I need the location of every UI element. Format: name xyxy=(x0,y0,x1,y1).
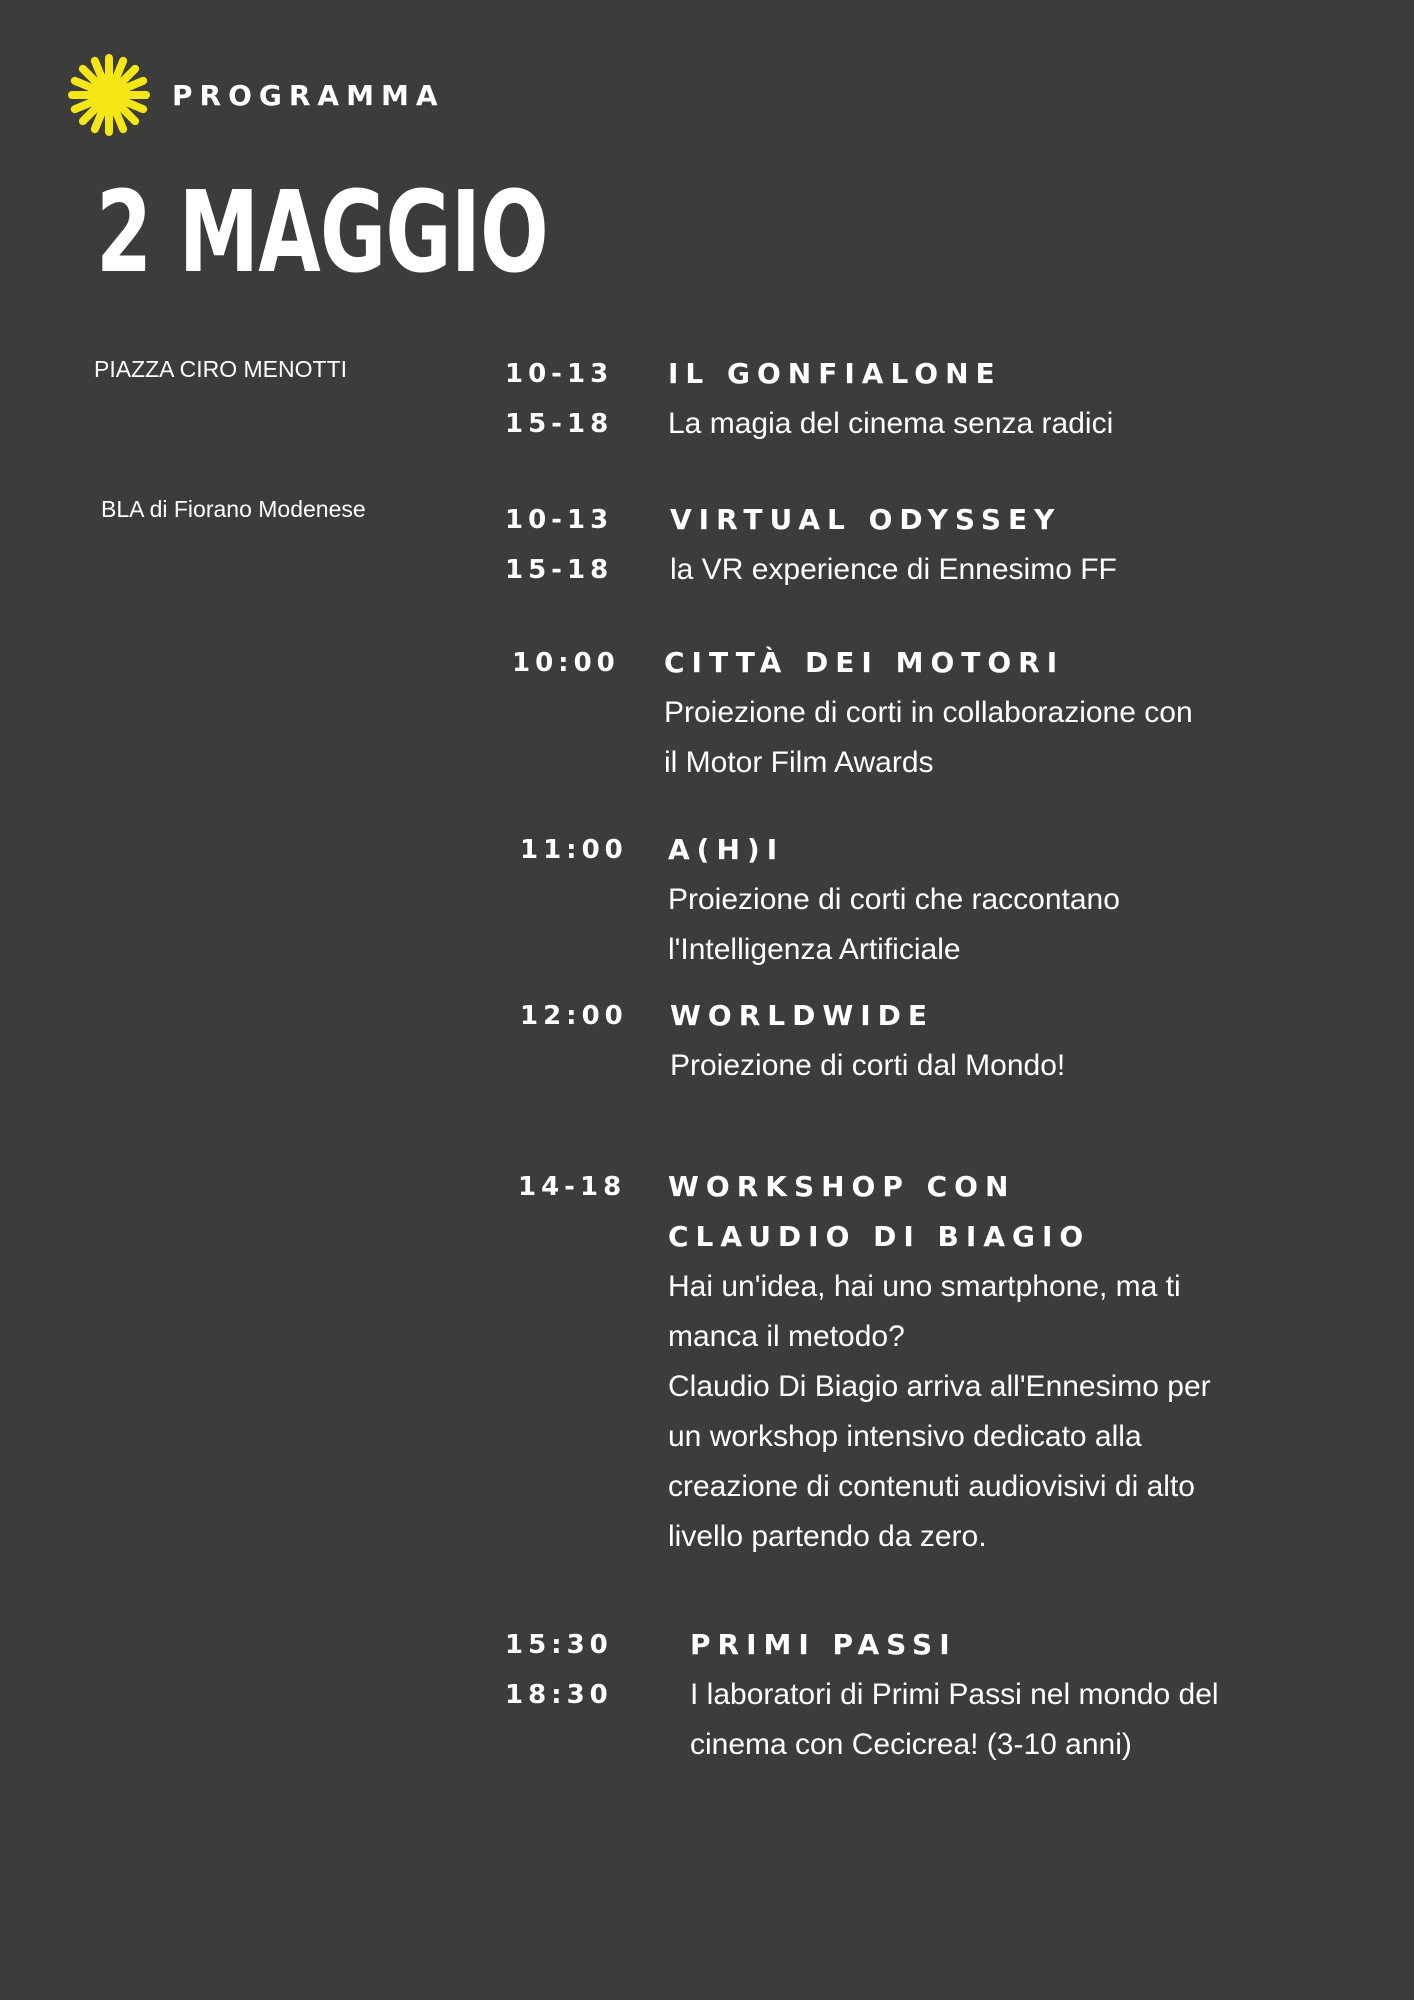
event-title: WORLDWIDE xyxy=(670,999,935,1032)
page-title: 2 MAGGIO xyxy=(96,168,549,298)
event-time: 10-13 xyxy=(505,359,614,389)
event-content xyxy=(668,825,1120,975)
program-header xyxy=(68,54,445,136)
event-times xyxy=(505,495,613,595)
event-description: Proiezione di corti in collaborazione con il Motor Film Awards xyxy=(664,696,1193,779)
venue-piazza-ciro-menotti: PIAZZA CIRO MENOTTI xyxy=(94,356,348,382)
event-title: CITTÀ DEI MOTORI xyxy=(664,646,1065,679)
event-title: A(H)I xyxy=(668,833,785,866)
event-times xyxy=(512,638,620,688)
event-title: CLAUDIO DI BIAGIO xyxy=(668,1220,1091,1253)
event-content xyxy=(668,349,1113,449)
event-time: 15-18 xyxy=(505,555,614,585)
event-description: Proiezione di corti che raccontano l'Intelligenza Artificiale xyxy=(668,883,1120,966)
event-description: Hai un'idea, hai uno smartphone, ma ti manca il metodo? Claudio Di Biagio arriva all'Ennesimo per un workshop intensivo dedicato alla creazione di contenuti audiovisivi di alto livello partendo da zero. xyxy=(668,1270,1211,1553)
event-description: Proiezione di corti dal Mondo! xyxy=(670,1049,1066,1082)
event-times xyxy=(505,1620,613,1720)
event-time: 15:30 xyxy=(505,1630,613,1660)
event-description: la VR experience di Ennesimo FF xyxy=(670,553,1117,586)
event-time: 11:00 xyxy=(520,835,628,865)
program-label: PROGRAMMA xyxy=(172,78,445,112)
event-times xyxy=(520,991,628,1041)
event-time: 10:00 xyxy=(512,648,620,678)
event-title: PRIMI PASSI xyxy=(690,1628,957,1661)
sun-icon xyxy=(68,54,150,136)
event-times xyxy=(505,349,613,449)
event-time: 12:00 xyxy=(520,1001,628,1031)
event-content xyxy=(670,991,1065,1091)
event-time: 18:30 xyxy=(505,1680,613,1710)
event-content xyxy=(664,638,1193,788)
event-description: I laboratori di Primi Passi nel mondo del cinema con Cecicrea! (3-10 anni) xyxy=(690,1678,1219,1761)
event-title: WORKSHOP CON xyxy=(668,1170,1016,1203)
event-title: VIRTUAL ODYSSEY xyxy=(670,503,1062,536)
event-content xyxy=(668,1162,1211,1562)
event-content xyxy=(690,1620,1219,1770)
event-time: 10-13 xyxy=(505,505,614,535)
venue-bla-fiorano: BLA di Fiorano Modenese xyxy=(101,496,366,522)
event-times xyxy=(520,825,628,875)
event-times xyxy=(518,1162,626,1212)
event-time: 15-18 xyxy=(505,409,614,439)
event-title: IL GONFIALONE xyxy=(668,357,1002,390)
event-content xyxy=(670,495,1117,595)
event-description: La magia del cinema senza radici xyxy=(668,407,1114,440)
event-time: 14-18 xyxy=(518,1172,627,1202)
